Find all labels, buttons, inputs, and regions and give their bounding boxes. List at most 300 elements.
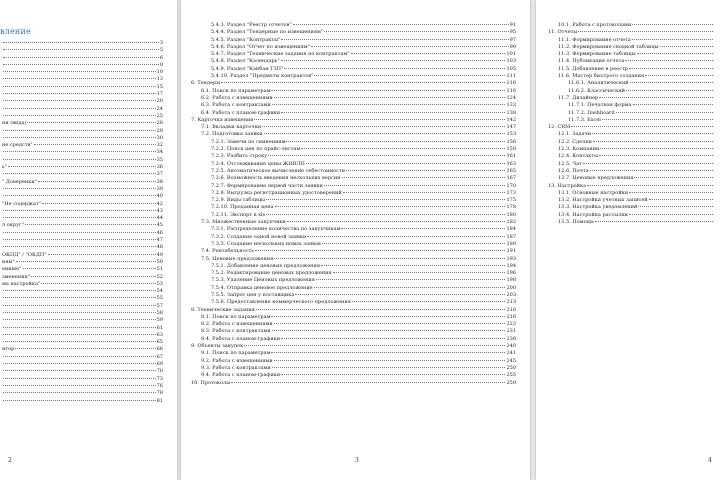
toc-entry[interactable] bbox=[187, 343, 516, 350]
toc-entry[interactable] bbox=[187, 197, 516, 204]
toc-entry-page: 193 bbox=[506, 255, 516, 262]
toc-entry-page: 142 bbox=[506, 116, 516, 123]
toc-entry-title: ни (вида) bbox=[2, 120, 27, 127]
toc-entry[interactable] bbox=[187, 110, 516, 117]
toc-entry-title: 7.3.3. Создание нескольких новых заявок bbox=[211, 240, 322, 247]
toc-entry[interactable] bbox=[548, 66, 714, 73]
toc-entry-page: 48 bbox=[156, 244, 163, 251]
toc-entry-page: 42 bbox=[156, 200, 163, 207]
toc-entry[interactable] bbox=[187, 299, 516, 306]
toc-dot-leader bbox=[23, 268, 156, 269]
toc-dot-leader bbox=[660, 46, 713, 47]
toc-entry-title: 11. Отчеты bbox=[548, 29, 578, 36]
toc-entry-title: 7.2.8. Выгрузка регистрационных удостоверений bbox=[211, 189, 342, 196]
toc-dot-leader bbox=[48, 254, 156, 255]
toc-entry-page: 39 bbox=[156, 185, 163, 192]
toc-entry[interactable] bbox=[187, 328, 516, 335]
toc-entry[interactable] bbox=[2, 98, 163, 105]
toc-dot-leader bbox=[625, 60, 713, 61]
toc-entry[interactable] bbox=[2, 84, 163, 91]
toc-entry-title: 11.7.2. Dashboard bbox=[568, 109, 615, 116]
toc-dot-leader bbox=[271, 352, 505, 353]
toc-entry[interactable] bbox=[187, 95, 516, 102]
toc-dot-leader bbox=[3, 151, 156, 152]
toc-dot-leader bbox=[275, 206, 506, 207]
toc-dot-leader bbox=[649, 199, 713, 200]
toc-entry[interactable] bbox=[187, 124, 516, 131]
toc-dot-leader bbox=[587, 185, 713, 186]
toc-dot-leader bbox=[341, 228, 505, 229]
toc-entry[interactable] bbox=[2, 215, 163, 222]
toc-list-page-4 bbox=[548, 22, 714, 226]
toc-entry[interactable] bbox=[187, 37, 516, 44]
toc-entry-page: 116 bbox=[506, 80, 516, 87]
toc-entry[interactable] bbox=[187, 58, 516, 65]
toc-entry-title: 5.4.7. Раздел "Технические задания по контрактам" bbox=[211, 51, 350, 58]
toc-entry[interactable] bbox=[548, 51, 714, 58]
toc-entry[interactable] bbox=[187, 307, 516, 314]
toc-dot-leader bbox=[3, 297, 156, 298]
toc-dot-leader bbox=[3, 49, 159, 50]
toc-entry-title: 5.4.4. Раздел "Тендерные по извещениям" bbox=[211, 29, 324, 36]
toc-entry[interactable] bbox=[2, 310, 163, 317]
toc-dot-leader bbox=[3, 232, 156, 233]
toc-entry-title: 12.5. Чат bbox=[558, 160, 582, 167]
toc-entry[interactable] bbox=[187, 146, 516, 153]
toc-entry-title: 7.2.1. Замечи по снинениям bbox=[211, 138, 286, 145]
toc-entry-title: 6.2. Работа с извещениями bbox=[201, 94, 273, 101]
toc-entry[interactable] bbox=[2, 266, 163, 273]
toc-entry[interactable] bbox=[548, 146, 714, 153]
toc-entry[interactable] bbox=[187, 73, 516, 80]
toc-dot-leader bbox=[3, 392, 156, 393]
toc-entry[interactable] bbox=[548, 197, 714, 204]
toc-entry-title: 7.2.11. Экспорт в xls bbox=[211, 211, 266, 218]
toc-dot-leader bbox=[3, 64, 159, 65]
toc-entry[interactable] bbox=[2, 91, 163, 98]
toc-entry-title: 5.4.10. Раздел "Предметы контрактов" bbox=[211, 73, 314, 80]
toc-entry-page: 133 bbox=[506, 102, 516, 109]
toc-entry[interactable] bbox=[187, 139, 516, 146]
toc-entry-page: 63 bbox=[156, 331, 163, 338]
toc-entry[interactable] bbox=[548, 204, 714, 211]
toc-entry[interactable] bbox=[548, 117, 714, 124]
toc-dot-leader bbox=[637, 53, 713, 54]
toc-entry[interactable] bbox=[2, 40, 163, 47]
toc-dot-leader bbox=[264, 133, 506, 134]
toc-entry[interactable] bbox=[187, 22, 516, 29]
toc-entry-title: иям" bbox=[2, 258, 15, 265]
toc-dot-leader bbox=[3, 57, 159, 58]
toc-entry-title: 12.2. Сделки bbox=[558, 138, 592, 145]
toc-entry-page: 161 bbox=[506, 153, 516, 160]
toc-dot-leader bbox=[15, 348, 155, 349]
toc-dot-leader bbox=[274, 258, 505, 259]
toc-entry[interactable] bbox=[548, 37, 714, 44]
toc-entry[interactable] bbox=[2, 193, 163, 200]
toc-entry-title: ь" bbox=[2, 164, 8, 171]
toc-entry-title: 6. Тендеры bbox=[191, 80, 221, 87]
toc-dot-leader bbox=[583, 163, 713, 164]
toc-entry[interactable] bbox=[2, 288, 163, 295]
toc-entry-page: 32 bbox=[156, 142, 163, 149]
toc-entry[interactable] bbox=[2, 295, 163, 302]
toc-entry[interactable] bbox=[187, 372, 516, 379]
toc-entry[interactable] bbox=[187, 161, 516, 168]
toc-entry[interactable] bbox=[187, 256, 516, 263]
toc-dot-leader bbox=[600, 148, 713, 149]
toc-dot-leader bbox=[306, 163, 506, 164]
toc-entry[interactable] bbox=[2, 186, 163, 193]
toc-dot-leader bbox=[3, 78, 156, 79]
toc-entry-page: 245 bbox=[506, 357, 516, 364]
toc-dot-leader bbox=[316, 279, 506, 280]
toc-dot-leader bbox=[301, 148, 505, 149]
toc-entry-title: 7.5.5. Запрос цен у поставщика bbox=[211, 291, 295, 298]
toc-entry-page: 187 bbox=[506, 233, 516, 240]
toc-entry[interactable] bbox=[548, 95, 714, 102]
toc-entry[interactable] bbox=[187, 190, 516, 197]
toc-entry-title: 6.1. Поиск по параметрам bbox=[201, 87, 271, 94]
toc-entry-page: 198 bbox=[506, 277, 516, 284]
toc-entry[interactable] bbox=[187, 183, 516, 190]
toc-entry-page: 8 bbox=[159, 61, 163, 68]
toc-entry[interactable] bbox=[2, 281, 163, 288]
toc-entry[interactable] bbox=[2, 383, 163, 390]
toc-dot-leader bbox=[271, 90, 505, 91]
toc-entry-page: 178 bbox=[506, 204, 516, 211]
toc-entry-page: 250 bbox=[506, 364, 516, 371]
toc-dot-leader bbox=[295, 294, 505, 295]
toc-entry[interactable] bbox=[187, 226, 516, 233]
toc-entry[interactable] bbox=[2, 164, 163, 171]
toc-entry[interactable] bbox=[548, 161, 714, 168]
toc-dot-leader bbox=[31, 276, 156, 277]
toc-dot-leader bbox=[3, 210, 156, 211]
toc-entry[interactable] bbox=[2, 179, 163, 186]
toc-entry-page: 61 bbox=[156, 324, 163, 331]
toc-entry[interactable] bbox=[187, 80, 516, 87]
toc-entry-page: 35 bbox=[156, 156, 163, 163]
toc-entry-title: 12.7. Ценовые предложения bbox=[558, 175, 634, 182]
toc-entry-title: 7.2.2. Поиск цен по прайс-листам bbox=[211, 146, 301, 153]
toc-entry-page: 3 bbox=[159, 40, 163, 46]
toc-dot-leader bbox=[632, 24, 713, 25]
toc-dot-leader bbox=[254, 119, 505, 120]
toc-entry[interactable] bbox=[2, 135, 163, 142]
toc-entry-page: 73 bbox=[156, 375, 163, 382]
toc-entry-title: 13.4. Настройка рассылки bbox=[558, 211, 628, 218]
toc-entry[interactable] bbox=[2, 368, 163, 375]
toc-list-page-2 bbox=[2, 40, 163, 405]
toc-entry[interactable] bbox=[2, 339, 163, 346]
toc-entry-title: 8.4. Работа с планом-графики bbox=[201, 335, 281, 342]
toc-entry-page: 78 bbox=[156, 390, 163, 397]
toc-entry-title: 7.5.2. Редактирование ценовых предложения bbox=[211, 270, 332, 277]
toc-entry[interactable] bbox=[2, 201, 163, 208]
toc-entry-title: 7.5.3. Удаление Ценовых предложения bbox=[211, 277, 315, 284]
toc-entry[interactable] bbox=[187, 314, 516, 321]
toc-entry[interactable] bbox=[548, 131, 714, 138]
toc-entry[interactable] bbox=[2, 354, 163, 361]
toc-entry-title: 12.1. Задачи bbox=[558, 131, 592, 138]
toc-dot-leader bbox=[3, 312, 156, 313]
toc-entry[interactable] bbox=[2, 259, 163, 266]
toc-entry[interactable] bbox=[548, 124, 714, 131]
toc-dot-leader bbox=[3, 130, 156, 131]
toc-entry-page: 47 bbox=[156, 237, 163, 244]
toc-dot-leader bbox=[599, 155, 713, 156]
toc-entry-title: "Не содержат" bbox=[2, 200, 41, 207]
toc-entry[interactable] bbox=[548, 88, 714, 95]
toc-entry-page: 216 bbox=[506, 306, 516, 313]
toc-entry[interactable] bbox=[2, 303, 163, 310]
toc-entry-title: 9.4. Работа с планом-графики bbox=[201, 372, 281, 379]
toc-entry[interactable] bbox=[2, 346, 163, 353]
toc-entry-page: 167 bbox=[506, 175, 516, 182]
toc-dot-leader bbox=[314, 287, 506, 288]
toc-entry[interactable] bbox=[187, 44, 516, 51]
toc-entry[interactable] bbox=[2, 208, 163, 215]
toc-entry-page: 15 bbox=[156, 83, 163, 90]
toc-dot-leader bbox=[274, 97, 506, 98]
toc-entry[interactable] bbox=[187, 204, 516, 211]
toc-entry-page: 182 bbox=[506, 219, 516, 226]
toc-dot-leader bbox=[346, 170, 505, 171]
toc-entry[interactable] bbox=[187, 336, 516, 343]
toc-entry-title: 6.4. Работа с планом-графики bbox=[201, 109, 281, 116]
toc-dot-leader bbox=[638, 206, 713, 207]
toc-entry-page: 203 bbox=[506, 291, 516, 298]
toc-entry-page: 184 bbox=[506, 226, 516, 233]
toc-entry[interactable] bbox=[2, 157, 163, 164]
toc-list-page-3 bbox=[187, 22, 516, 387]
toc-entry[interactable] bbox=[187, 117, 516, 124]
toc-entry-page: 163 bbox=[506, 160, 516, 167]
document-page-3 bbox=[181, 0, 530, 480]
toc-entry[interactable] bbox=[2, 171, 163, 178]
toc-entry-title: 8. Технические задания bbox=[191, 306, 255, 313]
toc-entry-page: 52 bbox=[156, 273, 163, 280]
toc-entry[interactable] bbox=[2, 274, 163, 281]
toc-entry[interactable] bbox=[548, 175, 714, 182]
toc-entry-title: 8.2. Работа с извещениями bbox=[201, 321, 273, 328]
toc-dot-leader bbox=[274, 360, 506, 361]
toc-entry[interactable] bbox=[548, 22, 714, 29]
toc-entry[interactable] bbox=[187, 380, 516, 387]
toc-entry[interactable] bbox=[548, 219, 714, 226]
toc-entry[interactable] bbox=[548, 168, 714, 175]
toc-entry-page: 69 bbox=[156, 361, 163, 368]
toc-entry-title: 7.2.3. Разбить строку bbox=[211, 153, 268, 160]
toc-dot-leader bbox=[3, 71, 156, 72]
toc-entry[interactable] bbox=[2, 230, 163, 237]
toc-dot-leader bbox=[3, 100, 156, 101]
toc-entry[interactable] bbox=[2, 69, 163, 76]
toc-entry-page: 194 bbox=[506, 262, 516, 269]
toc-entry[interactable] bbox=[187, 29, 516, 36]
toc-entry-title: 7.2. Подготовка заявки bbox=[201, 131, 263, 138]
toc-entry[interactable] bbox=[187, 292, 516, 299]
toc-entry-title: 5.4.8. Раздел "Календарь" bbox=[211, 58, 280, 65]
toc-entry[interactable] bbox=[548, 80, 714, 87]
toc-entry-title: л округ" bbox=[2, 222, 24, 229]
toc-entry-page: 43 bbox=[156, 207, 163, 214]
toc-entry[interactable] bbox=[187, 175, 516, 182]
toc-dot-leader bbox=[231, 382, 505, 383]
toc-entry-page: 10 bbox=[156, 69, 163, 76]
toc-dot-leader bbox=[3, 385, 156, 386]
toc-entry[interactable] bbox=[187, 277, 516, 284]
page-number: 4 bbox=[708, 457, 712, 464]
toc-entry-title: 11.5. Добавление в реестр bbox=[558, 65, 628, 72]
toc-entry-title: зменения" bbox=[2, 273, 30, 280]
toc-dot-leader bbox=[3, 137, 156, 138]
toc-entry-title: 11.7.3. Excel bbox=[568, 116, 601, 123]
toc-entry-page: 103 bbox=[506, 58, 516, 65]
toc-entry[interactable] bbox=[187, 168, 516, 175]
page-number: 2 bbox=[8, 457, 12, 464]
toc-entry-page: 57 bbox=[156, 302, 163, 309]
toc-dot-leader bbox=[634, 177, 713, 178]
toc-entry[interactable] bbox=[2, 361, 163, 368]
toc-entry[interactable] bbox=[2, 332, 163, 339]
toc-entry-title: 8.3. Работа с контрактами bbox=[201, 328, 271, 335]
toc-dot-leader bbox=[293, 24, 509, 25]
toc-entry[interactable] bbox=[548, 44, 714, 51]
toc-entry-page: 55 bbox=[156, 295, 163, 302]
toc-dot-leader bbox=[27, 122, 155, 123]
toc-entry[interactable] bbox=[2, 62, 163, 69]
toc-entry[interactable] bbox=[187, 350, 516, 357]
toc-entry-title: 7.3.1. Распределение количества по закупчикам bbox=[211, 226, 341, 233]
toc-entry[interactable] bbox=[187, 219, 516, 226]
toc-dot-leader bbox=[281, 39, 508, 40]
toc-entry[interactable] bbox=[187, 66, 516, 73]
toc-entry[interactable] bbox=[187, 285, 516, 292]
toc-entry[interactable] bbox=[2, 113, 163, 120]
toc-entry[interactable] bbox=[2, 55, 163, 62]
toc-dot-leader bbox=[3, 195, 156, 196]
toc-entry[interactable] bbox=[2, 142, 163, 149]
toc-entry-title: 11.3. Формирование таблицы bbox=[558, 51, 636, 58]
toc-dot-leader bbox=[3, 217, 156, 218]
toc-dot-leader bbox=[272, 104, 506, 105]
toc-dot-leader bbox=[3, 378, 156, 379]
toc-entry[interactable] bbox=[548, 212, 714, 219]
toc-entry[interactable] bbox=[187, 153, 516, 160]
toc-entry-page: 111 bbox=[506, 73, 516, 80]
toc-entry-page: 91 bbox=[509, 22, 516, 28]
toc-entry-title: 7. Карточка извещения bbox=[191, 116, 254, 123]
toc-entry[interactable] bbox=[2, 76, 163, 83]
toc-dot-leader bbox=[3, 246, 156, 247]
toc-dot-leader bbox=[3, 319, 156, 320]
toc-dot-leader bbox=[593, 141, 713, 142]
toc-entry[interactable] bbox=[187, 234, 516, 241]
toc-entry-title: 12.4. Контакты bbox=[558, 153, 599, 160]
toc-entry-title: 11.4. Публикация отчета bbox=[558, 58, 625, 65]
toc-entry[interactable] bbox=[2, 149, 163, 156]
toc-entry[interactable] bbox=[187, 51, 516, 58]
document-page-2 bbox=[0, 0, 177, 480]
toc-entry[interactable] bbox=[187, 248, 516, 255]
toc-entry[interactable] bbox=[2, 252, 163, 259]
toc-entry[interactable] bbox=[2, 237, 163, 244]
toc-entry[interactable] bbox=[2, 106, 163, 113]
toc-entry[interactable] bbox=[2, 244, 163, 251]
toc-entry-page: 54 bbox=[156, 288, 163, 295]
toc-dot-leader bbox=[34, 144, 156, 145]
toc-dot-leader bbox=[3, 42, 159, 43]
document-page-4 bbox=[536, 0, 720, 480]
toc-dot-leader bbox=[281, 60, 506, 61]
toc-entry-page: 17 bbox=[156, 91, 163, 98]
toc-entry[interactable] bbox=[187, 241, 516, 248]
toc-entry[interactable] bbox=[548, 139, 714, 146]
toc-entry[interactable] bbox=[2, 390, 163, 397]
toc-entry-page: 213 bbox=[506, 299, 516, 306]
toc-entry-page: 241 bbox=[506, 350, 516, 357]
toc-entry[interactable] bbox=[187, 212, 516, 219]
toc-dot-leader bbox=[311, 46, 509, 47]
toc-entry-title: 12.6. Почта bbox=[558, 167, 589, 174]
toc-entry[interactable] bbox=[2, 376, 163, 383]
toc-entry-page: 70 bbox=[156, 368, 163, 375]
toc-entry[interactable] bbox=[548, 190, 714, 197]
toc-entry-title: 13.1. Основные настройки bbox=[558, 189, 629, 196]
toc-entry-title: 11.1. Формирование отчета bbox=[558, 36, 631, 43]
toc-entry-page: 175 bbox=[506, 197, 516, 204]
toc-entry-page: 105 bbox=[506, 65, 516, 72]
toc-entry[interactable] bbox=[187, 88, 516, 95]
toc-entry[interactable] bbox=[548, 183, 714, 190]
toc-entry[interactable] bbox=[187, 321, 516, 328]
toc-entry[interactable] bbox=[548, 102, 714, 109]
toc-entry[interactable] bbox=[548, 58, 714, 65]
toc-entry[interactable] bbox=[2, 120, 163, 127]
toc-entry[interactable] bbox=[2, 128, 163, 135]
toc-entry[interactable] bbox=[2, 222, 163, 229]
toc-dot-leader bbox=[281, 112, 505, 113]
toc-entry[interactable] bbox=[187, 365, 516, 372]
toc-entry-title: 7.2.9. Виды таблицы bbox=[211, 197, 266, 204]
toc-entry[interactable] bbox=[187, 263, 516, 270]
toc-entry-page: 156 bbox=[506, 138, 516, 145]
toc-entry-title: 11.6.2. Классический bbox=[568, 87, 625, 94]
toc-entry-page: 58 bbox=[156, 309, 163, 316]
toc-dot-leader bbox=[286, 141, 505, 142]
toc-entry[interactable] bbox=[187, 102, 516, 109]
toc-entry[interactable] bbox=[548, 29, 714, 36]
toc-entry-page: 124 bbox=[506, 94, 516, 101]
toc-entry-title: 13.5. Помощь bbox=[558, 219, 594, 226]
toc-entry[interactable] bbox=[2, 398, 163, 405]
toc-entry[interactable] bbox=[187, 358, 516, 365]
toc-dot-leader bbox=[3, 305, 156, 306]
toc-entry[interactable] bbox=[2, 47, 163, 54]
toc-entry[interactable] bbox=[2, 325, 163, 332]
toc-entry[interactable] bbox=[187, 131, 516, 138]
toc-entry[interactable] bbox=[2, 317, 163, 324]
toc-entry-page: 25 bbox=[156, 112, 163, 119]
toc-entry[interactable] bbox=[187, 270, 516, 277]
toc-entry[interactable] bbox=[548, 153, 714, 160]
toc-entry-title: 9.3. Работа с контрактами bbox=[201, 364, 271, 371]
toc-entry[interactable] bbox=[548, 73, 714, 80]
toc-entry[interactable] bbox=[548, 110, 714, 117]
toc-dot-leader bbox=[3, 356, 156, 357]
